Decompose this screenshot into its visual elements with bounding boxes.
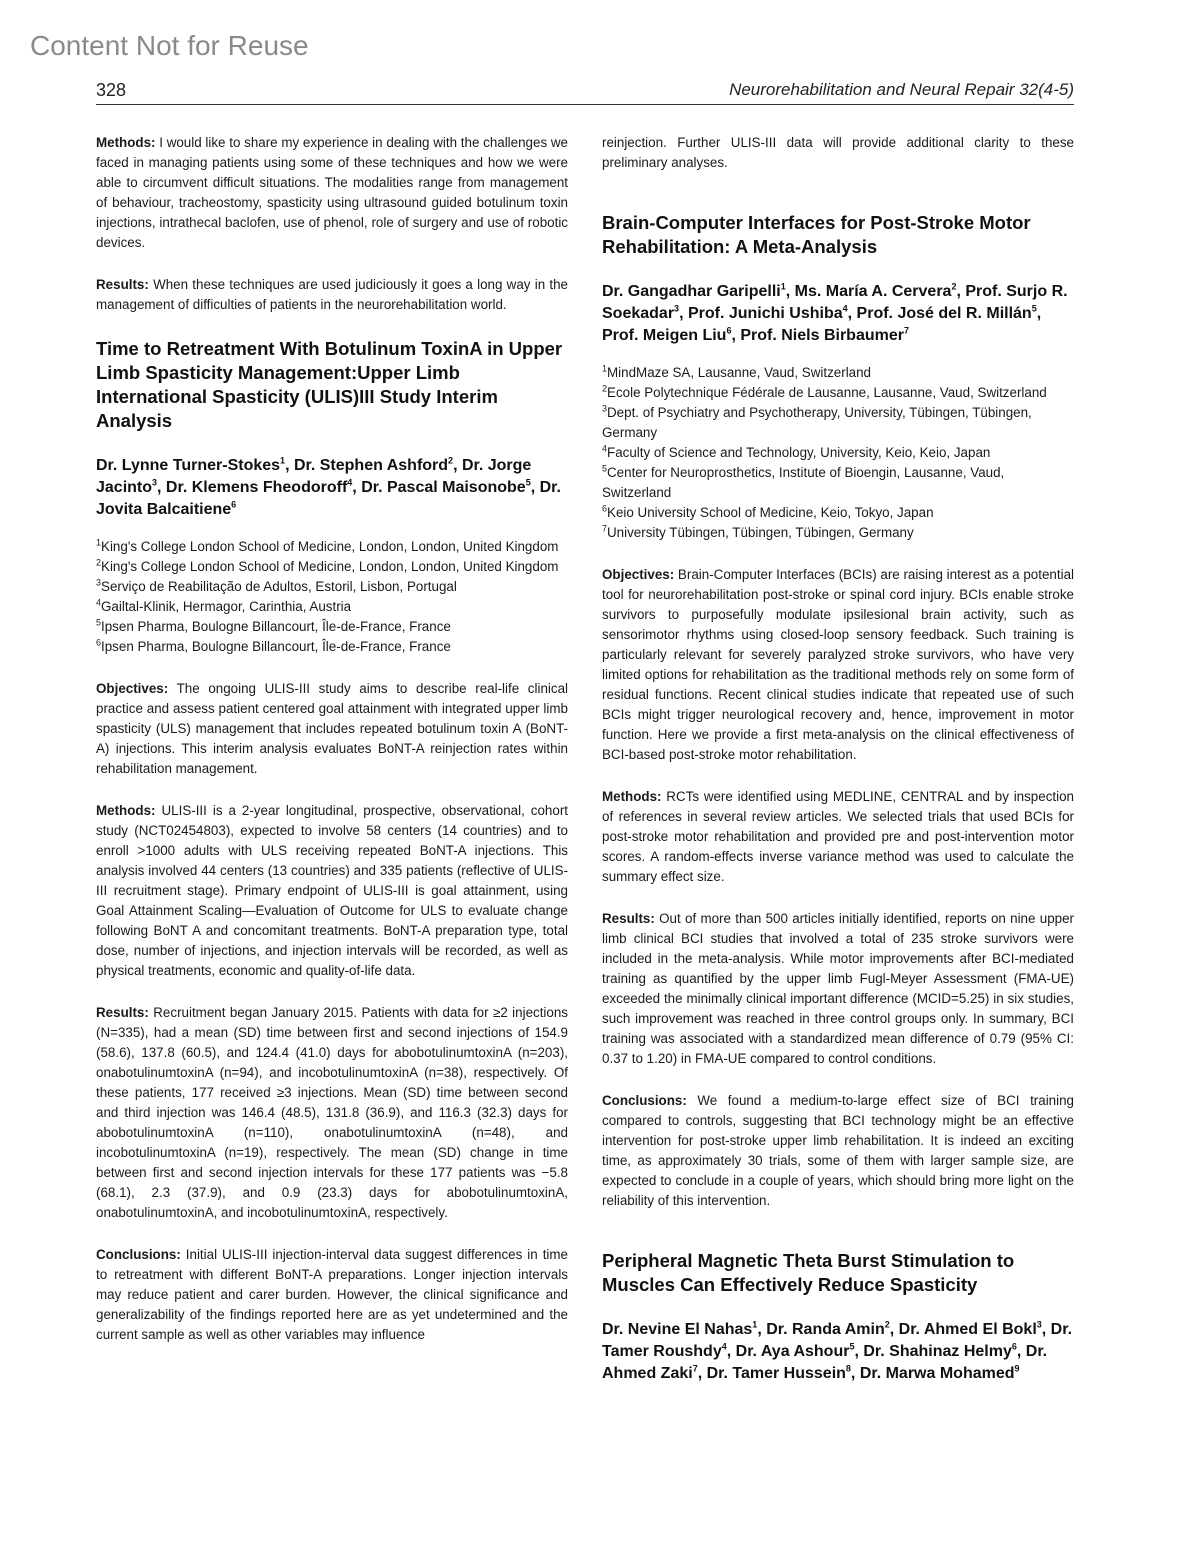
left-column xyxy=(96,133,568,1345)
affiliation-marker: 3 xyxy=(96,577,102,588)
author-separator: , xyxy=(785,283,795,300)
affiliation-text: Center for Neuroprosthetics, Institute of Bioengin, Lausanne, Vaud, Switzerland xyxy=(602,465,1005,500)
author-affiliation-marker: 6 xyxy=(1011,1341,1017,1352)
affiliation-item xyxy=(602,523,1074,543)
author-affiliation-marker: 6 xyxy=(726,325,732,336)
results-text: Recruitment began January 2015. Patients with data for ≥2 injections (N=335), had a mean (SD) time between first and second injections of 154.9 (58.6), 137.8 (60.5), and 124.4 (41.0) days for abobotulinumtoxinA (n=203), onabotulinumtoxinA (n=94), and incobotulinumtoxinA (n=38), respectively. Of these patients, 177 received ≥3 injections. Mean (SD) time between second and third injection was 146.4 (48.5), 131.8 (36.9), and 116.3 (32.3) days for abobotulinumtoxinA (n=110), onabotulinumtoxinA (n=48), and incobotulinumtoxinA (n=19), respectively. The mean (SD) change in time between first and second injection intervals for these 177 patients was −5.8 (68.1), 2.3 (37.9), and 0.9 (23.3) days for abobotulinumtoxinA, onabotulinumtoxinA, and incobotulinumtoxinA, respectively. xyxy=(96,1005,568,1220)
results-label: Results: xyxy=(96,1005,149,1020)
author-separator: , xyxy=(285,457,294,474)
author-list xyxy=(602,1319,1074,1385)
author-name: Dr. Ahmed Zaki xyxy=(602,1343,1048,1382)
author-separator: , xyxy=(530,479,540,496)
affiliation-item xyxy=(96,557,568,577)
affiliation-marker: 5 xyxy=(96,617,102,628)
affiliation-item xyxy=(96,537,568,557)
author-name: Dr. Tamer Hussein xyxy=(706,1365,846,1382)
results-label: Results: xyxy=(602,911,655,926)
author-name: Prof. Junichi Ushiba xyxy=(687,305,843,322)
affiliation-item xyxy=(602,383,1074,403)
continuation-paragraph: reinjection. Further ULIS-III data will provide additional clarity to these preliminary analyses. xyxy=(602,135,1074,170)
author-affiliation-marker: 9 xyxy=(1014,1363,1020,1374)
author-affiliation-marker: 4 xyxy=(347,477,353,488)
author-name: Dr. Pascal Maisonobe xyxy=(361,479,526,496)
affiliation-marker: 3 xyxy=(602,403,608,414)
author-name: Ms. María A. Cervera xyxy=(794,283,952,300)
objectives-paragraph xyxy=(96,679,568,779)
author-separator: , xyxy=(453,457,462,474)
affiliation-text: Ipsen Pharma, Boulogne Billancourt, Île-de-France, France xyxy=(101,619,451,634)
affiliation-item xyxy=(96,617,568,637)
affiliation-marker: 6 xyxy=(96,637,102,648)
methods-label: Methods: xyxy=(96,803,156,818)
affiliation-marker: 1 xyxy=(602,363,608,374)
methods-label: Methods: xyxy=(96,135,156,150)
author-name: Prof. Meigen Liu xyxy=(602,327,727,344)
author-separator: , xyxy=(157,479,166,496)
author-name: Prof. José del R. Millán xyxy=(856,305,1032,322)
journal-title: Neurorehabilitation and Neural Repair 32(4-5) xyxy=(729,80,1074,99)
affiliation-marker: 6 xyxy=(602,503,608,514)
objectives-text: The ongoing ULIS-III study aims to describe real-life clinical practice and assess patient centered goal attainment with integrated upper limb spasticity (ULS) management that includes repeated botulinum toxin A (BoNT-A) injections. This interim analysis evaluates BoNT-A reinjection rates within rehabilitation management. xyxy=(96,681,568,776)
methods-label: Methods: xyxy=(602,789,662,804)
affiliation-marker: 4 xyxy=(602,443,608,454)
author-affiliation-marker: 3 xyxy=(152,477,158,488)
author-separator: , xyxy=(352,479,362,496)
right-column xyxy=(602,133,1074,1385)
conclusions-label: Conclusions: xyxy=(96,1247,181,1262)
article-title: Brain-Computer Interfaces for Post-Stroke Motor Rehabilitation: A Meta-Analysis xyxy=(602,212,1031,257)
affiliation-text: MindMaze SA, Lausanne, Vaud, Switzerland xyxy=(607,365,872,380)
header-rule xyxy=(96,104,1074,105)
author-separator: , xyxy=(697,1365,707,1382)
author-name: Prof. Surjo R. Soekadar xyxy=(602,283,1068,322)
results-text: When these techniques are used judiciously it goes a long way in the management of difficulties of patients in the neurorehabilitation world. xyxy=(96,277,568,312)
author-affiliation-marker: 6 xyxy=(231,499,237,510)
author-separator: , xyxy=(956,283,966,300)
affiliation-text: University Tübingen, Tübingen, Tübingen, Germany xyxy=(607,525,914,540)
affiliation-marker: 2 xyxy=(602,383,608,394)
results-paragraph-1 xyxy=(96,275,568,315)
author-separator: , xyxy=(850,1365,860,1382)
results-text: Out of more than 500 articles initially identified, reports on nine upper limb clinical BCI studies that involved a total of 235 stroke survivors were included in the meta-analysis. While motor improvements after BCI-mediated training as quantified by the upper limb Fugl-Meyer Assessment (FMA-UE) exceeded the minimally clinical important difference (MCID=5.25) in six studies, such improvement was reached in three control groups only. In summary, BCI training was associated with a standardized mean difference of 0.79 (95% CI: 0.37 to 1.20) in FMA-UE compared to control conditions. xyxy=(602,911,1074,1066)
affiliation-item xyxy=(602,503,1074,523)
conclusions-text: Initial ULIS-III injection-interval data suggest differences in time to retreatment with different BoNT-A preparations. Longer injection intervals may reduce patient and carer burden. However, the clinical significance and generalizability of the findings reported here are as yet undetermined and the current sample as well as other variables may influence xyxy=(96,1247,568,1342)
author-name: Dr. Klemens Fheodoroff xyxy=(165,479,348,496)
author-name: Dr. Nevine El Nahas xyxy=(602,1321,753,1338)
author-name: Dr. Aya Ashour xyxy=(735,1343,850,1360)
author-separator: , xyxy=(847,305,857,322)
article-title: Time to Retreatment With Botulinum ToxinA in Upper Limb Spasticity Management:Upper Limb International Spasticity (ULIS)III Study Interim Analysis xyxy=(96,338,563,431)
page-number: 328 xyxy=(96,80,127,100)
author-separator: , xyxy=(1016,1343,1026,1360)
affiliation-list xyxy=(602,363,1074,543)
author-separator: , xyxy=(854,1343,864,1360)
author-affiliation-marker: 5 xyxy=(525,477,531,488)
objectives-label: Objectives: xyxy=(602,567,675,582)
methods-paragraph xyxy=(96,801,568,981)
affiliation-text: Faculty of Science and Technology, University, Keio, Keio, Japan xyxy=(607,445,991,460)
author-separator: , xyxy=(889,1321,899,1338)
affiliation-item xyxy=(96,577,568,597)
author-name: Dr. Ahmed El Bokl xyxy=(898,1321,1037,1338)
author-affiliation-marker: 2 xyxy=(884,1319,890,1330)
watermark: Content Not for Reuse xyxy=(30,30,309,61)
author-affiliation-marker: 5 xyxy=(1031,303,1037,314)
author-name: Prof. Niels Birbaumer xyxy=(740,327,904,344)
author-list xyxy=(96,455,568,521)
author-separator: , xyxy=(679,305,688,322)
author-affiliation-marker: 1 xyxy=(780,281,786,292)
author-name: Dr. Tamer Roushdy xyxy=(602,1321,1073,1360)
affiliation-text: Ecole Polytechnique Fédérale de Lausanne, Lausanne, Vaud, Switzerland xyxy=(607,385,1047,400)
conclusions-text: We found a medium-to-large effect size of BCI training compared to controls, suggesting that BCI technology might be an effective intervention for post-stroke upper limb rehabilitation. It is indeed an exciting time, as approximately 30 trials, some of them with larger sample size, are expected to conclude in a couple of years, which should bring more light on the reliability of this intervention. xyxy=(602,1093,1074,1208)
objectives-label: Objectives: xyxy=(96,681,169,696)
affiliation-item xyxy=(96,597,568,617)
author-affiliation-marker: 7 xyxy=(692,1363,698,1374)
author-affiliation-marker: 2 xyxy=(448,455,454,466)
author-list xyxy=(602,281,1074,347)
methods-text: RCTs were identified using MEDLINE, CENTRAL and by inspection of references in several review articles. We selected trials that used BCIs for post-stroke motor rehabilitation and provided pre and post-intervention motor scores. A random-effects inverse variance method was used to calculate the summary effect size. xyxy=(602,789,1074,884)
affiliation-text: Keio University School of Medicine, Keio, Tokyo, Japan xyxy=(607,505,934,520)
author-affiliation-marker: 3 xyxy=(674,303,680,314)
author-affiliation-marker: 1 xyxy=(280,455,286,466)
author-affiliation-marker: 7 xyxy=(903,325,909,336)
author-affiliation-marker: 1 xyxy=(752,1319,758,1330)
affiliation-list xyxy=(96,537,568,657)
methods-paragraph xyxy=(602,787,1074,887)
author-affiliation-marker: 8 xyxy=(845,1363,851,1374)
affiliation-text: King's College London School of Medicine, London, London, United Kingdom xyxy=(101,559,559,574)
conclusions-paragraph xyxy=(602,1091,1074,1211)
affiliation-item xyxy=(602,403,1074,443)
article-title: Peripheral Magnetic Theta Burst Stimulation to Muscles Can Effectively Reduce Spasticity xyxy=(602,1250,1015,1295)
objectives-text: Brain-Computer Interfaces (BCIs) are raising interest as a potential tool for neurorehabilitation post-stroke or spinal cord injury. BCIs enable stroke survivors to purposefully modulate ipsilesional brain activity, such as sensorimotor rhythms using closed-loop sensory feedback. Such training is particularly relevant for severely paralyzed stroke survivors, who have very limited options for rehabilitation as the traditional methods rely on some form of residual functions. Recent clinical studies indicate that repeated use of such BCIs might trigger neurological recovery and, hence, improvement in motor function. Here we provide a first meta-analysis on the clinical effectiveness of BCI-based post-stroke motor rehabilitation. xyxy=(602,567,1074,762)
author-name: Dr. Gangadhar Garipelli xyxy=(602,283,781,300)
results-paragraph xyxy=(96,1003,568,1223)
author-separator: , xyxy=(1036,305,1042,322)
affiliation-text: Gailtal-Klinik, Hermagor, Carinthia, Austria xyxy=(101,599,352,614)
affiliation-marker: 1 xyxy=(96,537,102,548)
results-paragraph xyxy=(602,909,1074,1069)
affiliation-item xyxy=(602,363,1074,383)
conclusions-label: Conclusions: xyxy=(602,1093,687,1108)
author-name: Dr. Lynne Turner-Stokes xyxy=(96,457,281,474)
author-name: Dr. Randa Amin xyxy=(766,1321,885,1338)
affiliation-item xyxy=(602,443,1074,463)
affiliation-text: Ipsen Pharma, Boulogne Billancourt, Île-de-France, France xyxy=(101,639,451,654)
methods-paragraph-1 xyxy=(96,133,568,253)
author-affiliation-marker: 4 xyxy=(721,1341,727,1352)
affiliation-text: King's College London School of Medicine, London, London, United Kingdom xyxy=(101,539,559,554)
author-separator: , xyxy=(731,327,741,344)
author-separator: , xyxy=(726,1343,736,1360)
affiliation-item xyxy=(96,637,568,657)
author-name: Dr. Shahinaz Helmy xyxy=(863,1343,1012,1360)
affiliation-marker: 7 xyxy=(602,523,608,534)
affiliation-text: Serviço de Reabilitação de Adultos, Estoril, Lisbon, Portugal xyxy=(101,579,457,594)
author-name: Dr. Jovita Balcaitiene xyxy=(96,479,561,518)
conclusions-paragraph xyxy=(96,1245,568,1345)
affiliation-marker: 5 xyxy=(602,463,608,474)
author-name: Dr. Marwa Mohamed xyxy=(859,1365,1015,1382)
author-separator: , xyxy=(757,1321,767,1338)
author-affiliation-marker: 4 xyxy=(842,303,848,314)
results-label: Results: xyxy=(96,277,149,292)
author-affiliation-marker: 2 xyxy=(951,281,957,292)
affiliation-item xyxy=(602,463,1074,503)
objectives-paragraph xyxy=(602,565,1074,765)
author-affiliation-marker: 5 xyxy=(849,1341,855,1352)
affiliation-marker: 4 xyxy=(96,597,102,608)
methods-text: ULIS-III is a 2-year longitudinal, prospective, observational, cohort study (NCT02454803), expected to involve 58 centers (14 countries) and to enroll >1000 adults with ULS receiving repeated BoNT-A injections. This analysis involved 44 centers (13 countries) and 335 patients (reflective of ULIS-III recruitment stage). Primary endpoint of ULIS-III is goal attainment, using Goal Attainment Scaling—Evaluation of Outcome for ULS to evaluate change following BoNT A and concomitant treatments. BoNT-A preparation type, total dose, number of injections, and injection intervals will be recorded, as well as physical treatments, economic and quality-of-life data. xyxy=(96,803,568,978)
affiliation-text: Dept. of Psychiatry and Psychotherapy, University, Tübingen, Tübingen, Germany xyxy=(602,405,1032,440)
author-separator: , xyxy=(1041,1321,1051,1338)
author-affiliation-marker: 3 xyxy=(1036,1319,1042,1330)
affiliation-marker: 2 xyxy=(96,557,102,568)
methods-text: I would like to share my experience in dealing with the challenges we faced in managing patients using some of these techniques and how we were able to circumvent difficult situations. The modalities range from management of behaviour, tracheostomy, spasticity using ultrasound guided botulinum toxin injections, intrathecal baclofen, use of phenol, role of surgery and use of robotic devices. xyxy=(96,135,568,250)
author-name: Dr. Stephen Ashford xyxy=(293,457,449,474)
author-name: Dr. Jorge Jacinto xyxy=(96,457,532,496)
